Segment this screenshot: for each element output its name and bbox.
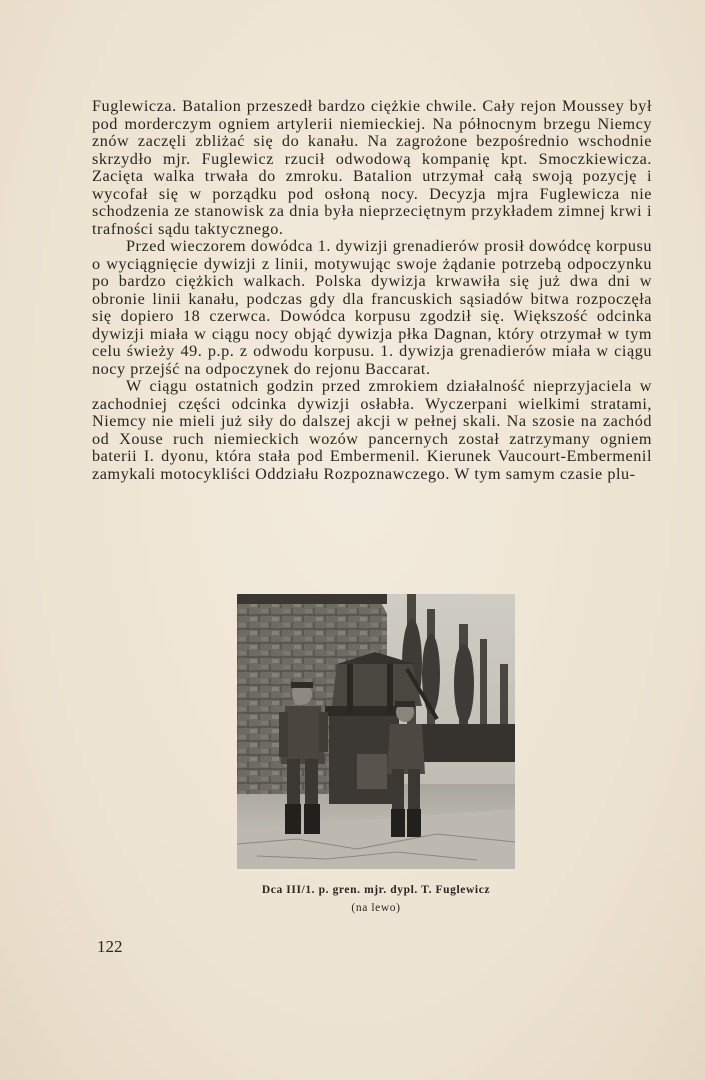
historical-photograph	[237, 594, 515, 869]
photo-caption: Dca III/1. p. gren. mjr. dypl. T. Fuglewicz	[261, 884, 491, 896]
photo-caption-note: (na lewo)	[351, 902, 401, 914]
paragraph-3: W ciągu ostatnich godzin przed zmrokiem działalność nieprzyjaciela w zachodniej części odcinka dywizji osłabła. Wyczerpani wielkimi stratami, Niemcy nie mieli już siły do dalszej akcji w pełnej skali. Na szosie na zachód od Xouse ruch niemieckich wozów pancernych został zatrzymany ogniem baterii I. dyonu, która stała pod Embermenil. Kierunek Vaucourt-Embermenil zamykali motocykliści Oddziału Rozpoznawczego. W tym samym czasie plu-	[92, 377, 652, 483]
paragraph-1: Fuglewicza. Batalion przeszedł bardzo ciężkie chwile. Cały rejon Moussey był pod morderczym ogniem artylerii niemieckiej. Na północnym brzegu Niemcy znów zaczęli zbliżać się do kanału. Na zagrożone bezpośrednio wschodnie skrzydło mjr. Fuglewicz rzucił odwodową kompanię kpt. Smoczkiewicza. Zacięta walka trwała do zmroku. Batalion utrzymał całą swoją pozycję i wycofał się w porządku pod osłoną nocy. Decyzja mjra Fuglewicza nie schodzenia ze stanowisk za dnia była nieprzeciętnym przykładem zimnej krwi i trafności sądu taktycznego.	[92, 97, 652, 238]
paragraph-2: Przed wieczorem dowódca 1. dywizji grenadierów prosił dowódcę korpusu o wyciągnięcie dywizji z linii, motywując swoje żądanie potrzebą odpoczynku po bardzo ciężkich walkach. Polska dywizja krwawiła się już dwa dni w obronie linii kanału, podczas gdy dla francuskich sąsiadów bitwa rozpoczęła się dopiero 18 czerwca. Dowódca korpusu zgodził się. Większość odcinka dywizji miała w ciągu nocy objąć dywizja płka Dagnan, który otrzymał w tym celu świeży 49. p.p. z odwodu korpusu. 1. dywizja grenadierów miała w ciągu nocy przejść na odpoczynek do rejonu Baccarat.	[92, 237, 652, 378]
photo-illustration	[237, 594, 515, 869]
page-number: 122	[97, 937, 123, 956]
body-text	[92, 98, 652, 483]
